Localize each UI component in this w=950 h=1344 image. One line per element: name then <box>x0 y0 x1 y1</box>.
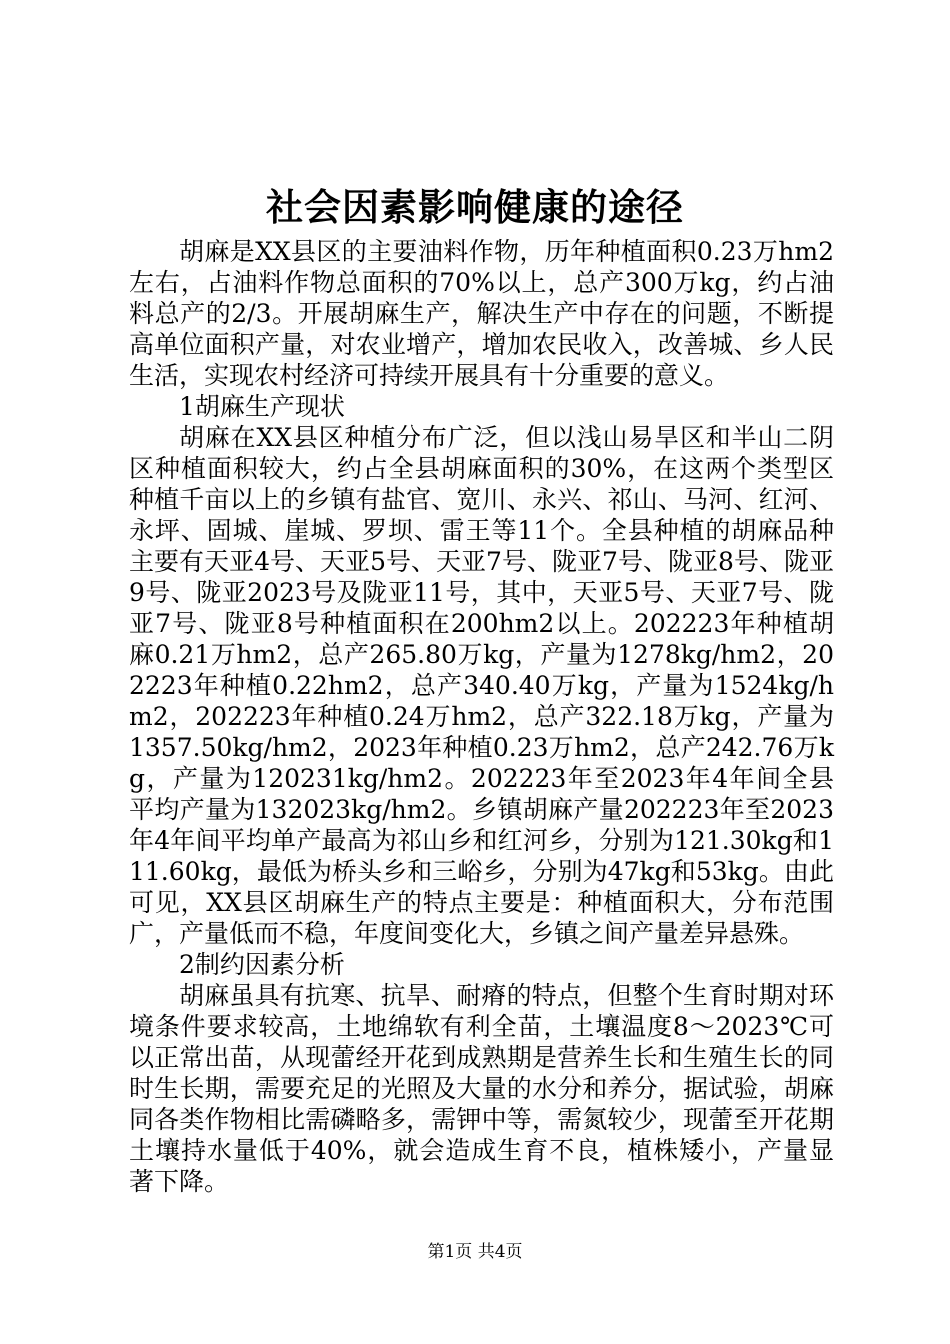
paragraph-intro: 胡麻是XX县区的主要油料作物，历年种植面积0.23万hm2左右，占油料作物总面积的70%以上，总产300万kg，约占油料总产的2/3。开展胡麻生产，解决生产中存在的问题，不断提高单位面积产量，对农业增产，增加农民收入，改善城、乡人民生活，实现农村经济可持续开展具有十分重要的意义。 <box>129 237 834 390</box>
paragraph-production-status: 胡麻在XX县区种植分布广泛，但以浅山易旱区和半山二阴区种植面积较大，约占全县胡麻面积的30%，在这两个类型区种植千亩以上的乡镇有盐官、宽川、永兴、祁山、马河、红河、永坪、固城、崖城、罗坝、雷王等11个。全县种植的胡麻品种主要有天亚4号、天亚5号、天亚7号、陇亚7号、陇亚8号、陇亚9号、陇亚2023号及陇亚11号，其中，天亚5号、天亚7号、陇亚7号、陇亚8号种植面积在200hm2以上。202223年种植胡麻0.21万hm2，总产265.80万kg，产量为1278kg/hm2，202223年种植0.22hm2，总产340.40万kg，产量为1524kg/hm2，202223年种植0.24万hm2，总产322.18万kg，产量为1357.50kg/hm2，2023年种植0.23万hm2，总产242.76万kg，产量为120231kg/hm2。202223年至2023年4年间全县平均产量为132023kg/hm2。乡镇胡麻产量202223年至2023年4年间平均单产最高为祁山乡和红河乡，分别为121.30kg和111.60kg，最低为桥头乡和三峪乡，分别为47kg和53kg。由此可见，XX县区胡麻生产的特点主要是：种植面积大，分布范围广，产量低而不稳，年度间变化大，乡镇之间产量差异悬殊。 <box>129 423 834 948</box>
page-footer: 第1页 共4页 <box>427 1242 523 1262</box>
section-heading-constraint-factors: 2制约因素分析 <box>179 950 345 979</box>
paragraph-constraint-factors: 胡麻虽具有抗寒、抗旱、耐瘠的特点，但整个生育时期对环境条件要求较高，土地绵软有利全苗，土壤温度8～2023℃可以正常出苗，从现蕾经开花到成熟期是营养生长和生殖生长的同时生长期，需要充足的光照及大量的水分和养分，据试验，胡麻同各类作物相比需磷略多，需钾中等，需氮较少，现蕾至开花期土壤持水量低于40%，就会造成生育不良，植株矮小，产量显著下降。 <box>129 981 834 1196</box>
section-heading-production-status: 1胡麻生产现状 <box>179 392 345 421</box>
document-body <box>129 236 834 1197</box>
document-title: 社会因素影响健康的途径 <box>266 185 684 229</box>
